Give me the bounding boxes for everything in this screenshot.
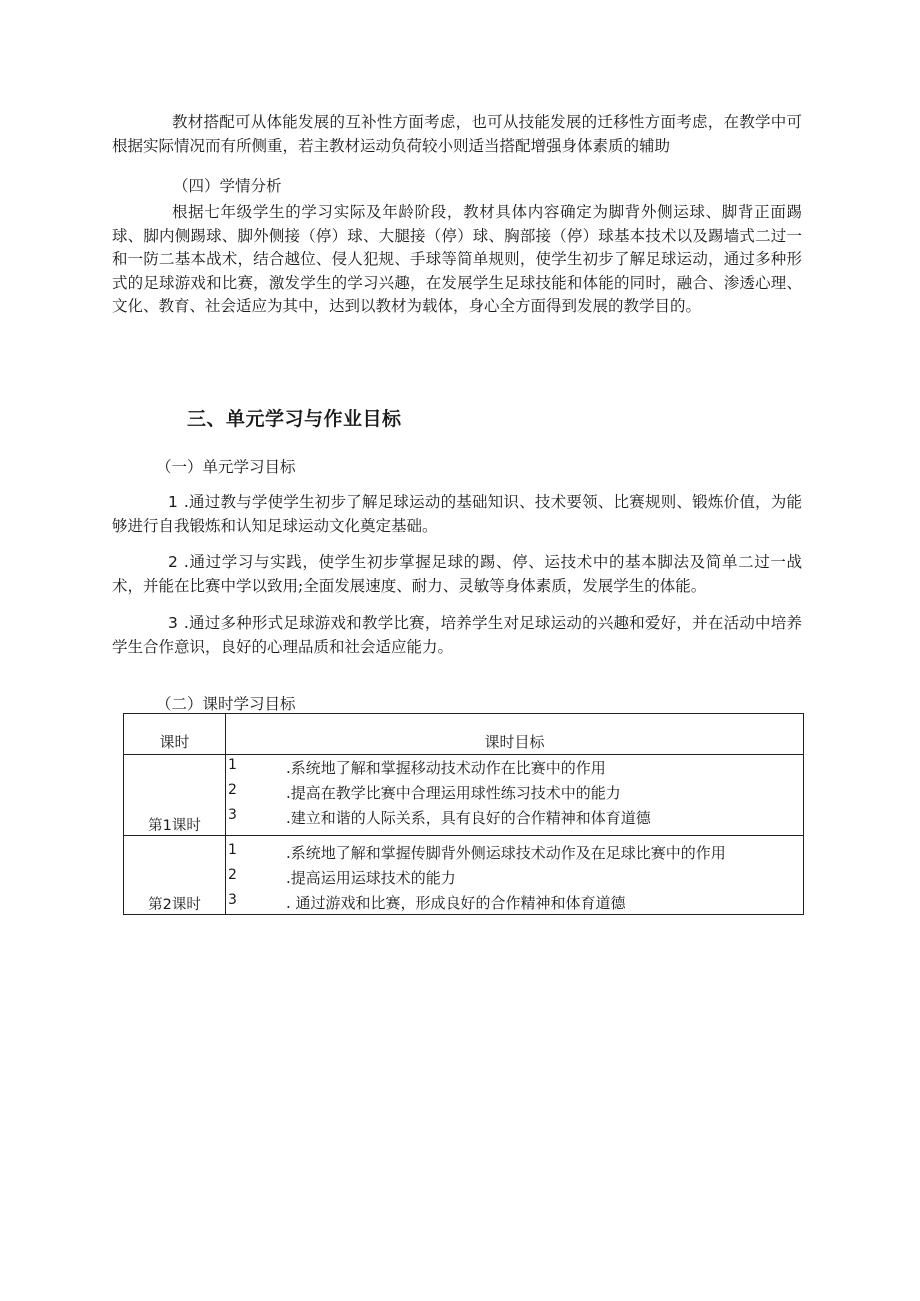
- lesson-name: 第2课时: [124, 836, 226, 915]
- header-lesson: 课时: [124, 714, 226, 755]
- goal-number: 3: [228, 892, 237, 908]
- lesson-name: 第1课时: [124, 755, 226, 836]
- goal-text: .系统地了解和掌握传脚背外侧运球技术动作及在足球比赛中的作用: [286, 844, 726, 862]
- table-row: [124, 755, 804, 836]
- intro-paragraph: 教材搭配可从体能发展的互补性方面考虑，也可从技能发展的迁移性方面考虑，在教学中可根据实际情况而有所侧重，若主教材运动负荷较小则适当搭配增强身体素质的辅助: [112, 113, 802, 155]
- section4-heading: （四）学情分析: [173, 177, 282, 195]
- lesson-goal-item: [226, 805, 803, 835]
- lesson-goal-item: [226, 840, 803, 865]
- table-header-row: [124, 714, 804, 755]
- goal-text: . 通过游戏和比赛，形成良好的合作精神和体育道德: [286, 894, 626, 912]
- unit-goal-number: 2: [168, 553, 178, 571]
- lesson-goal-item: [226, 890, 803, 914]
- lesson-goal-item: [226, 755, 803, 780]
- unit-goal-number: 1: [168, 493, 178, 511]
- goal-number: 1: [228, 757, 237, 773]
- lesson-goals-cell: [226, 755, 804, 836]
- goal-text: .提高运用运球技术的能力: [286, 869, 456, 887]
- goal-text: .建立和谐的人际关系，具有良好的合作精神和体育道德: [286, 809, 651, 827]
- goal-text: .提高在教学比赛中合理运用球性练习技术中的能力: [286, 784, 621, 802]
- unit-goal-2: [112, 551, 802, 598]
- unit-goals-heading: （一）单元学习目标: [156, 458, 296, 476]
- header-goal: 课时目标: [226, 714, 804, 755]
- goal-text: .系统地了解和掌握移动技术动作在比赛中的作用: [286, 759, 606, 777]
- unit-goal-text: .通过教与学使学生初步了解足球运动的基础知识、技术要领、比赛规则、锻炼价值，为能够进行自我锻炼和认知足球运动文化奠定基础。: [112, 493, 802, 535]
- lesson-goals-heading: （二）课时学习目标: [156, 695, 296, 713]
- unit-goal-3: [112, 612, 802, 659]
- goal-number: 1: [228, 842, 237, 858]
- lesson-goals-table: [123, 713, 804, 915]
- unit-goal-1: [112, 491, 802, 538]
- unit-goal-number: 3: [168, 614, 178, 632]
- lesson-goal-item: [226, 780, 803, 805]
- unit-goal-text: .通过多种形式足球游戏和教学比赛，培养学生对足球运动的兴趣和爱好，并在活动中培养学生合作意识，良好的心理品质和社会适应能力。: [112, 614, 802, 656]
- goal-number: 2: [228, 867, 237, 883]
- goal-number: 2: [228, 782, 237, 798]
- lesson-goals-cell: [226, 836, 804, 915]
- goal-number: 3: [228, 807, 237, 823]
- lesson-goal-item: [226, 865, 803, 890]
- table-row: [124, 836, 804, 915]
- section3-heading: 三、单元学习与作业目标: [187, 408, 402, 430]
- unit-goal-text: .通过学习与实践，使学生初步掌握足球的踢、停、运技术中的基本脚法及简单二过一战术，并能在比赛中学以致用;全面发展速度、耐力、灵敏等身体素质，发展学生的体能。: [112, 553, 802, 595]
- section4-paragraph: 根据七年级学生的学习实际及年龄阶段，教材具体内容确定为脚背外侧运球、脚背正面踢球、脚内侧踢球、脚外侧接（停）球、大腿接（停）球、胸部接（停）球基本技术以及踢墙式二过一和一防二基本战术，结合越位、侵人犯规、手球等简单规则，使学生初步了解足球运动，通过多种形式的足球游戏和比赛，激发学生的学习兴趣，在发展学生足球技能和体能的同时，融合、渗透心理、文化、教育、社会适应为其中，达到以教材为载体，身心全方面得到发展的教学目的。: [112, 203, 802, 315]
